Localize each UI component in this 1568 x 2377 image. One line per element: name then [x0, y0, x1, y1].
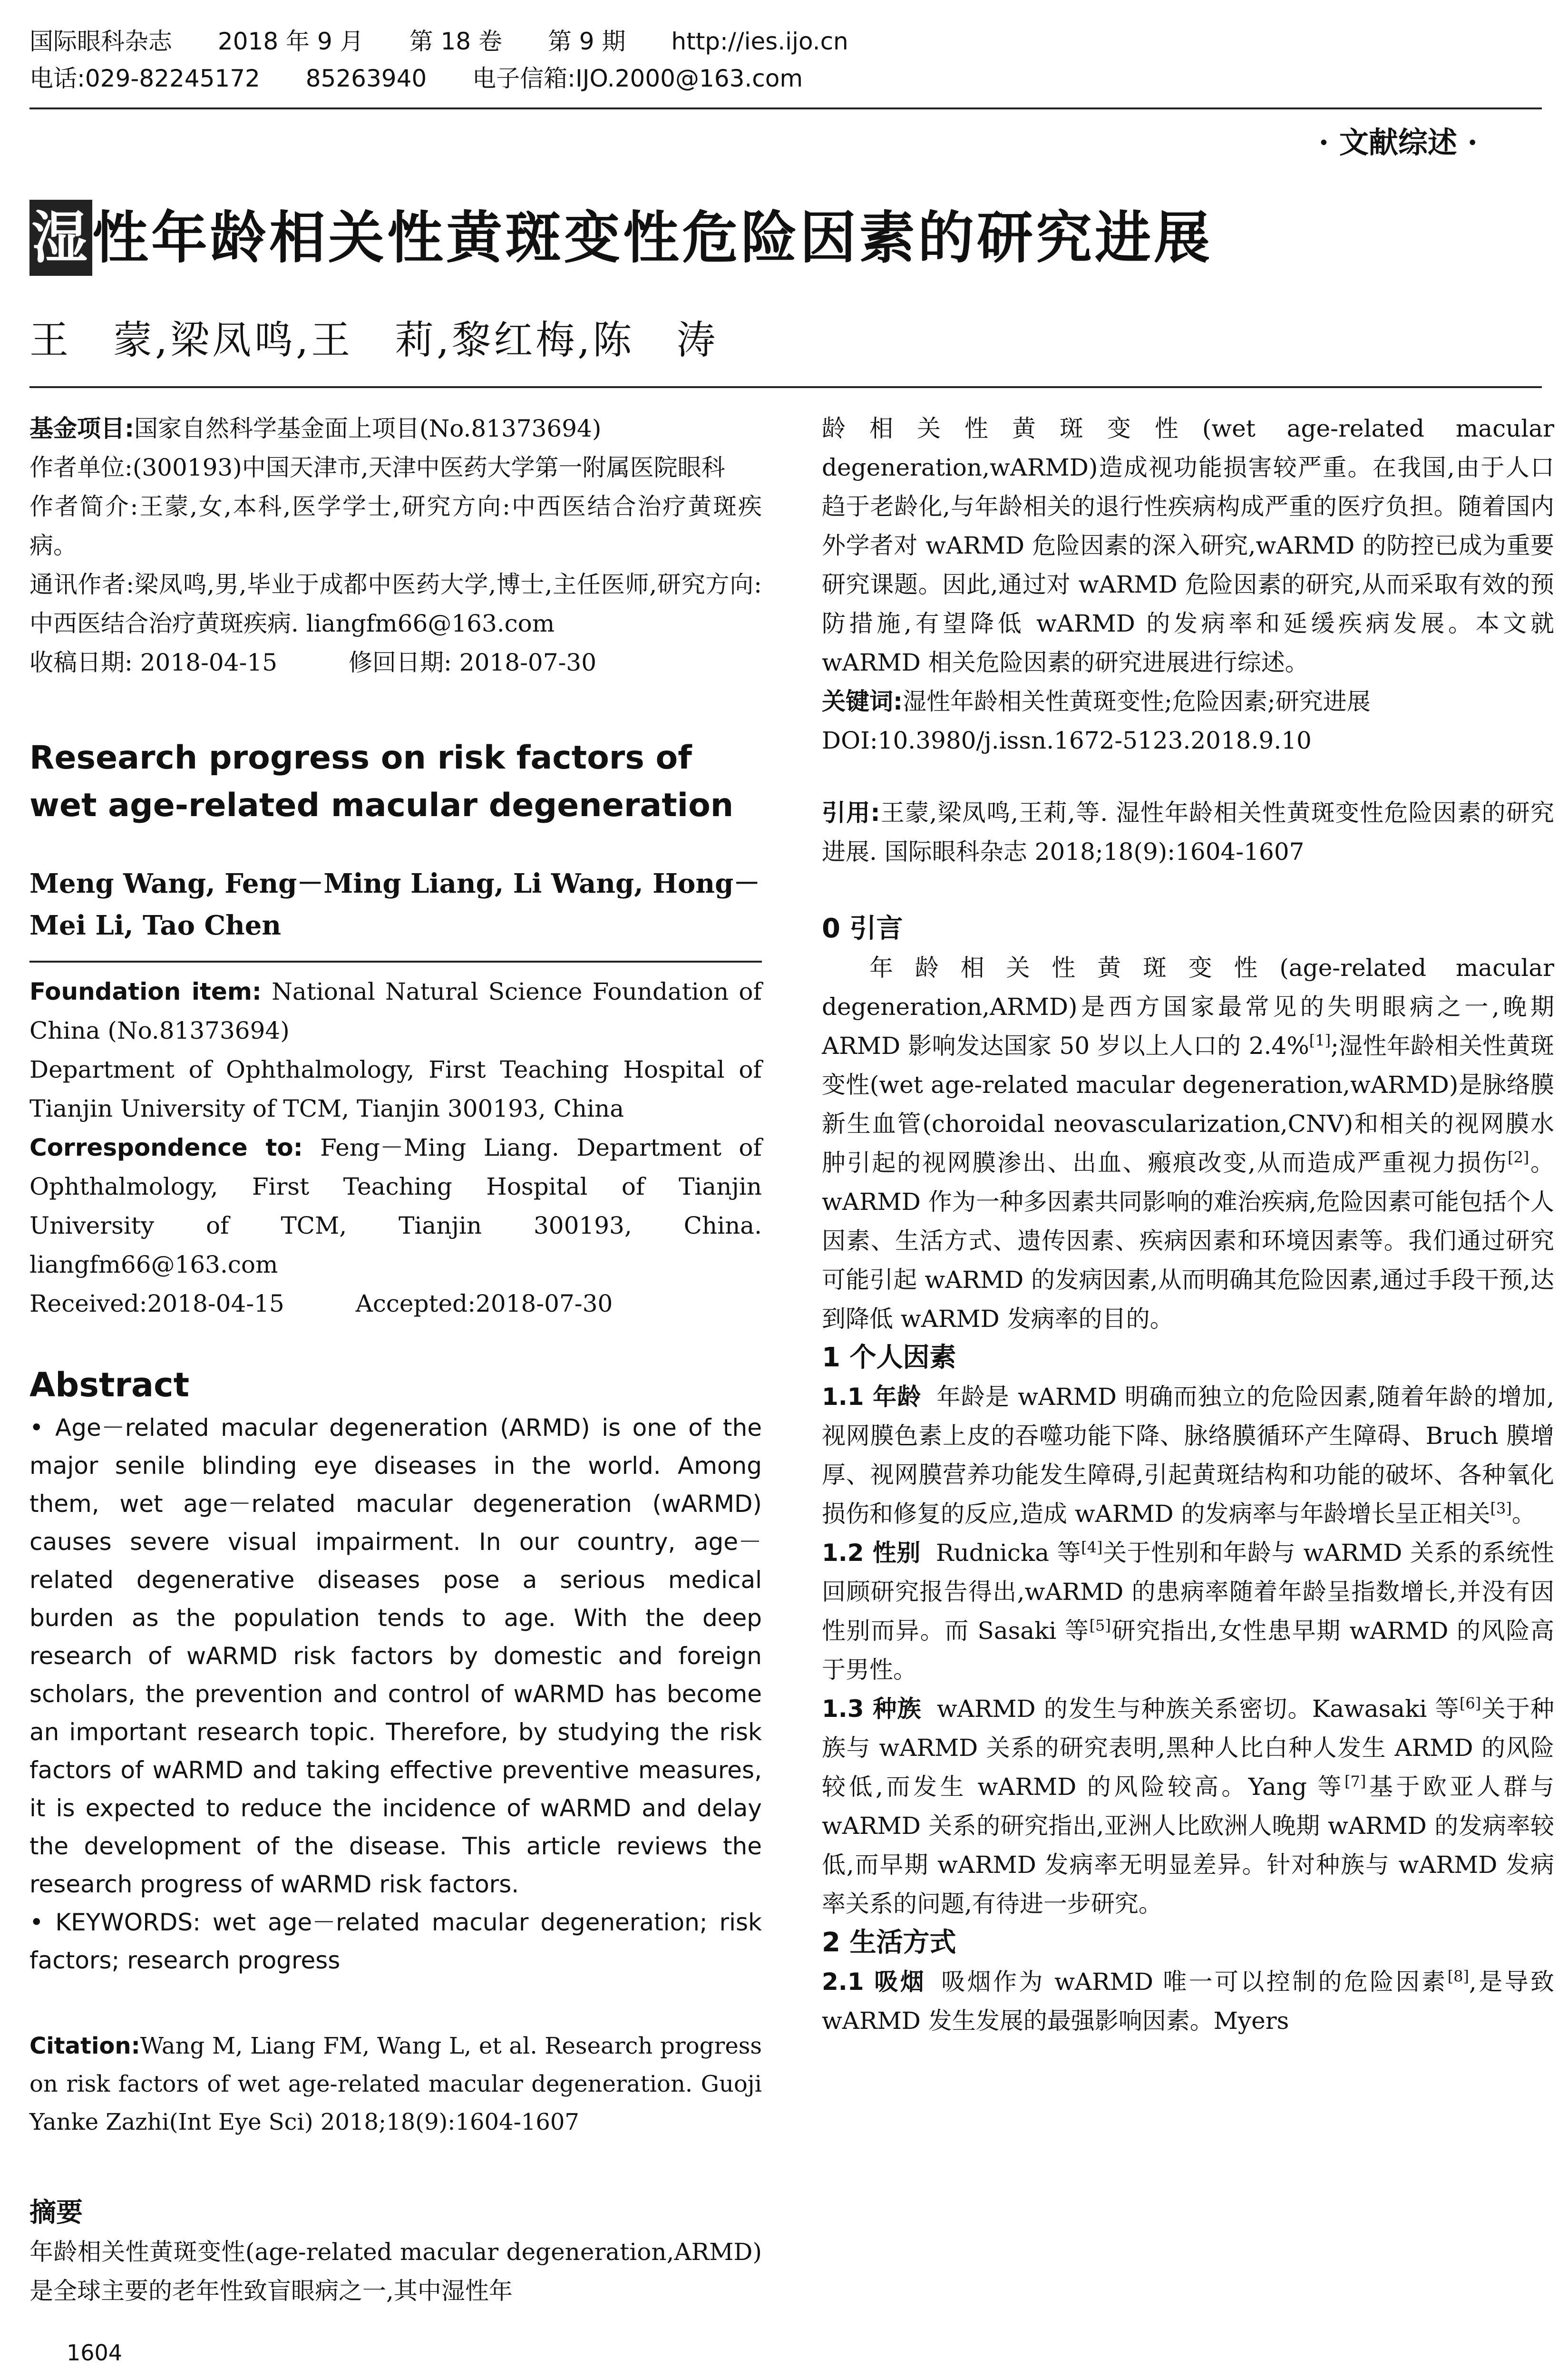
header-divider: [29, 107, 1542, 109]
affiliation-line: 作者单位:(300193)中国天津市,天津中医药大学第一附属医院眼科: [29, 454, 725, 481]
citation-cn-text: 王蒙,梁凤鸣,王莉,等. 湿性年龄相关性黄斑变性危险因素的研究进展. 国际眼科杂志 2018;18(9):1604-1607: [822, 799, 1554, 866]
author-bio-line: 作者简介:王蒙,女,本科,医学学士,研究方向:中西医结合治疗黄斑疾病。: [29, 493, 762, 559]
journal-name: 国际眼科杂志: [29, 28, 172, 55]
right-column: [822, 409, 1554, 2040]
sex-text-a: Rudnicka 等: [935, 1539, 1081, 1567]
left-column: [29, 409, 762, 2310]
article-title: [29, 200, 1213, 276]
title-rest: 性年龄相关性黄斑变性危险因素的研究进展: [92, 205, 1213, 271]
journal-header-line1: [29, 23, 1542, 60]
sex-paragraph: [822, 1533, 1554, 1689]
age-text: 年龄是 wARMD 明确而独立的危险因素,随着年龄的增加,视网膜色素上皮的吞噬功能下降、脉络膜循环产生障碍、Bruch 膜增厚、视网膜营养功能发生障碍,引起黄斑结构和功能的破坏、各种氧化损伤和修复的反应,造成 wARMD 的发病率与年龄增长呈正相关: [822, 1383, 1554, 1528]
correspondence-en-label: Correspondence to:: [29, 1134, 303, 1161]
age-end: 。: [1511, 1500, 1536, 1528]
funding-label: 基金项目:: [29, 415, 134, 442]
ref-3[interactable]: [3]: [1490, 1499, 1512, 1518]
abstract-cn-start: 年龄相关性黄斑变性(age-related macular degeneration,ARMD)是全球主要的老年性致盲眼病之一,其中湿性年: [29, 2238, 762, 2305]
dates-en: Received:2018-04-15 Accepted:2018-07-30: [29, 1290, 613, 1317]
intro-text-b: ;湿性年龄相关性黄斑变性(wet age-related macular degeneration,wARMD)是脉络膜新生血管(choroidal neovascularization,CNV)和相关的视网膜水肿引起的视网膜渗出、出血、瘢痕改变,从而造成严重视力损伤: [822, 1032, 1554, 1177]
keywords-cn-label: 关键词:: [822, 688, 903, 715]
age-heading: 1.1 年龄: [822, 1383, 922, 1411]
intro-text-c: 。wARMD 作为一种多因素共同影响的难治疾病,危险因素可能包括个人因素、生活方式、遗传因素、疾病因素和环境因素等。我们通过研究可能引起 wARMD 的发病因素,从而明确其危险因素,通过手段干预,达到降低 wARMD 发病率的目的。: [822, 1149, 1554, 1333]
sex-heading: 1.2 性别: [822, 1539, 921, 1567]
page-number: 1604: [67, 2340, 123, 2366]
race-text-a: wARMD 的发生与种族关系密切。Kawasaki 等: [936, 1695, 1460, 1723]
journal-url[interactable]: http://ies.ijo.cn: [671, 28, 848, 55]
ref-4[interactable]: [4]: [1081, 1538, 1103, 1557]
abstract-text: • Age－related macular degeneration (ARMD) is one of the major senile blinding eye diseases in the world. Among them, wet age－related macular degeneration (wARMD) causes severe visual impairment. In our country, age－related degenerative diseases pose a serious medical burden as the population tends to age. With the deep research of wARMD risk factors by domestic and foreign scholars, the prevention and control of wARMD has become an important research topic. Therefore, by studying the risk factors of wARMD and taking effective preventive measures, it is expected to reduce the incidence of wARMD and delay the development of the disease. This article reviews the research progress of wARMD risk factors.: [29, 1414, 762, 1898]
phone: 电话:029-82245172: [29, 65, 260, 92]
issue-date: 2018 年 9 月: [217, 28, 364, 55]
race-text-c: 基于欧亚人群与 wARMD 关系的研究指出,亚洲人比欧洲人晚期 wARMD 的发病率较低,而早期 wARMD 发病率无明显差异。针对种族与 wARMD 发病率关系的问题,有待进一步研究。: [822, 1773, 1554, 1918]
funding-text: 国家自然科学基金面上项目(No.81373694): [134, 415, 602, 442]
smoking-text-a: 吸烟作为 wARMD 唯一可以控制的危险因素: [941, 1968, 1448, 1996]
foundation-en-text: National Natural Science Foundation of China (No.81373694): [29, 978, 762, 1044]
personal-factors-heading: 1 个人因素: [822, 1342, 956, 1373]
age-paragraph: [822, 1377, 1554, 1533]
correspondence-en: [29, 1128, 762, 1284]
dates-line-cn: 收稿日期: 2018-04-15 修回日期: 2018-07-30: [29, 649, 597, 676]
volume: 第 18 卷: [409, 28, 502, 55]
authors-cn: 王 蒙,梁凤鸣,王 莉,黎红梅,陈 涛: [29, 318, 719, 363]
smoking-text-b: ,是导致 wARMD 发生发展的最强影响因素。Myers: [822, 1968, 1555, 2035]
title-first-char: 湿: [29, 200, 92, 276]
intro-paragraph: [822, 948, 1554, 1338]
abstract-cn-heading: 摘要: [29, 2197, 83, 2228]
title-divider: [29, 386, 1542, 388]
ref-5[interactable]: [5]: [1089, 1616, 1111, 1635]
keywords-cn: [822, 682, 1554, 721]
sex-text-b: 关于性别和年龄与 wARMD 关系的系统性回顾研究报告得出,wARMD 的患病率随着年龄呈指数增长,并没有因性别而异。而 Sasaki 等: [822, 1539, 1554, 1645]
ref-6[interactable]: [6]: [1459, 1694, 1481, 1713]
phone-2: 85263940: [305, 65, 427, 92]
lifestyle-heading: 2 生活方式: [822, 1927, 956, 1958]
english-title: Research progress on risk factors of wet age-related macular degeneration: [29, 739, 734, 824]
department-en: Department of Ophthalmology, First Teaching Hospital of Tianjin University of TCM, Tianjin 300193, China: [29, 1056, 762, 1122]
doi-line[interactable]: DOI:10.3980/j.issn.1672-5123.2018.9.10: [822, 727, 1312, 754]
abstract-cn-continued: 龄相关性黄斑变性(wet age-related macular degeneration,wARMD)造成视功能损害较严重。在我国,由于人口趋于老龄化,与年龄相关的退行性疾病构成严重的医疗负担。随着国内外学者对 wARMD 危险因素的深入研究,wARMD 的防控已成为重要研究课题。因此,通过对 wARMD 危险因素的研究,从而采取有效的预防措施,有望降低 wARMD 的发病率和延缓疾病发展。本文就 wARMD 相关危险因素的研究进展进行综述。: [822, 415, 1554, 676]
intro-text-a: 年龄相关性黄斑变性(age-related macular degeneration,ARMD)是西方国家最常见的失明眼病之一,晚期 ARMD 影响发达国家 50 岁以上人口的 2.4%: [822, 954, 1554, 1060]
race-paragraph: [822, 1689, 1554, 1923]
smoking-heading: 2.1 吸烟: [822, 1968, 926, 1996]
race-heading: 1.3 种族: [822, 1695, 922, 1723]
intro-heading: 0 引言: [822, 913, 903, 944]
journal-header-line2: [29, 60, 1542, 97]
sex-text-c: 研究指出,女性患早期 wARMD 的风险高于男性。: [822, 1617, 1554, 1684]
citation-en: [29, 2027, 762, 2141]
ref-1[interactable]: [1]: [1309, 1031, 1331, 1050]
section-tag: · 文献综述 ·: [1318, 125, 1478, 160]
citation-cn: [822, 793, 1554, 871]
journal-header: [29, 23, 1542, 97]
keywords-en: • KEYWORDS: wet age－related macular degeneration; risk factors; research progress: [29, 1909, 762, 1974]
english-divider: [29, 961, 762, 963]
keywords-cn-text: 湿性年龄相关性黄斑变性;危险因素;研究进展: [903, 688, 1371, 715]
foundation-en: [29, 972, 762, 1050]
ref-8[interactable]: [8]: [1447, 1967, 1469, 1986]
funding-line: [29, 409, 762, 448]
english-authors: Meng Wang, Feng－Ming Liang, Li Wang, Hong－Mei Li, Tao Chen: [29, 868, 760, 941]
issue: 第 9 期: [547, 28, 626, 55]
race-text-b: 关于种族与 wARMD 关系的研究表明,黑种人比白种人发生 ARMD 的风险较低,而发生 wARMD 的风险较高。Yang 等: [822, 1695, 1555, 1801]
correspondence-line-cn: 通讯作者:梁凤鸣,男,毕业于成都中医药大学,博士,主任医师,研究方向:中西医结合治疗黄斑疾病. liangfm66@163.com: [29, 571, 762, 637]
foundation-en-label: Foundation item:: [29, 978, 262, 1005]
correspondence-en-text: Feng－Ming Liang. Department of Ophthalmology, First Teaching Hospital of Tianjin University of TCM, Tianjin 300193, China. liangfm66@163.com: [29, 1134, 762, 1278]
citation-cn-label: 引用:: [822, 799, 880, 827]
ref-7[interactable]: [7]: [1344, 1772, 1366, 1791]
citation-en-label: Citation:: [29, 2033, 140, 2059]
abstract-heading: Abstract: [29, 1365, 190, 1404]
citation-en-text: Wang M, Liang FM, Wang L, et al. Research progress on risk factors of wet age-related macular degeneration. Guoji Yanke Zazhi(Int Eye Sci) 2018;18(9):1604-1607: [29, 2033, 762, 2135]
ref-2[interactable]: [2]: [1507, 1148, 1529, 1167]
smoking-paragraph: [822, 1962, 1554, 2040]
email[interactable]: 电子信箱:IJO.2000@163.com: [472, 65, 803, 92]
